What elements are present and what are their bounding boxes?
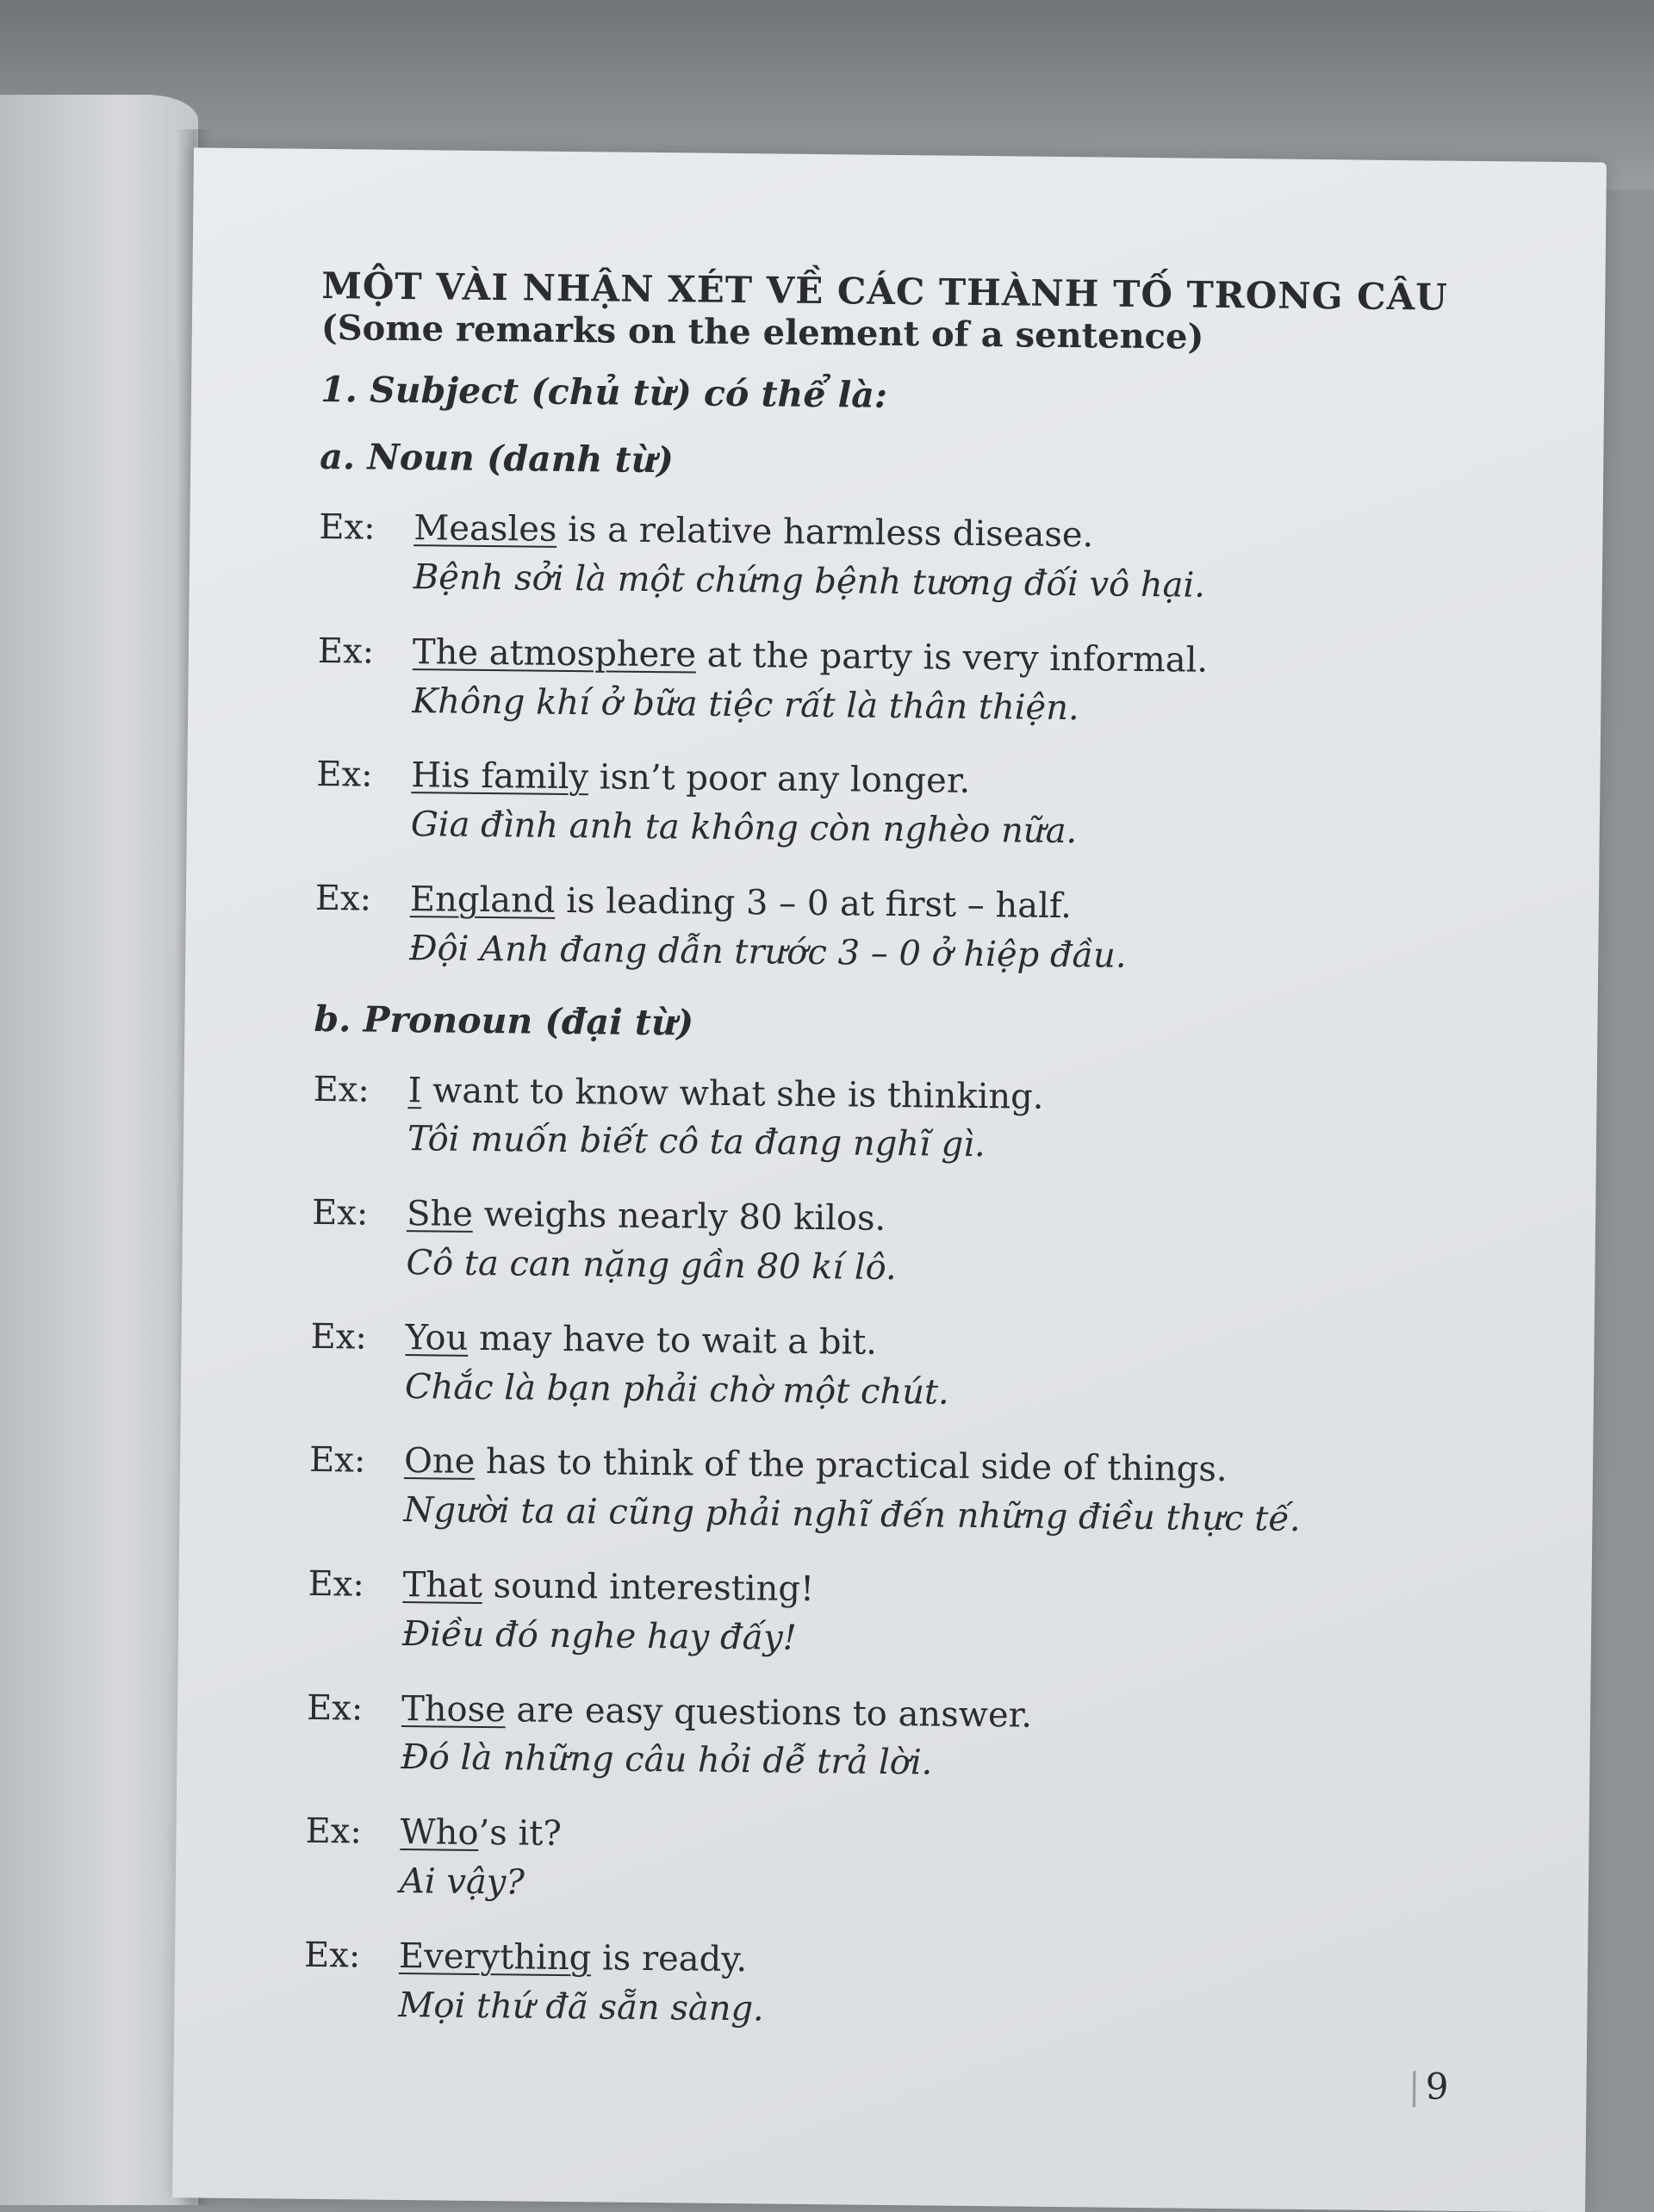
example-label: Ex:	[305, 1811, 363, 1852]
example-predicate: at the party is very informal.	[695, 635, 1209, 680]
example-predicate: ’s it?	[478, 1813, 563, 1855]
example-item	[308, 1560, 1514, 1670]
example-item	[314, 874, 1521, 985]
example-translation: Gia đình anh ta không còn nghèo nữa.	[410, 805, 1078, 852]
example-label: Ex:	[316, 755, 373, 796]
example-predicate: are easy questions to answer.	[505, 1689, 1033, 1736]
example-predicate: sound interesting!	[482, 1566, 815, 1610]
example-predicate: is leading 3 – 0 at first – half.	[555, 880, 1073, 927]
example-label: Ex:	[314, 879, 372, 919]
example-predicate: want to know what she is thinking.	[421, 1070, 1044, 1117]
example-label: Ex:	[311, 1193, 369, 1233]
example-translation: Đó là những câu hỏi dễ trả lời.	[401, 1737, 933, 1783]
page-title: MỘT VÀI NHẬN XÉT VỀ CÁC THÀNH TỐ TRONG CÂU	[321, 264, 1449, 319]
example-item	[305, 1807, 1512, 1917]
book-page	[172, 147, 1607, 2212]
section-heading: 1. Subject (chủ từ) có thể là:	[320, 369, 888, 417]
example-predicate: weighs nearly 80 kilos.	[472, 1195, 886, 1240]
page-content	[303, 265, 1528, 2067]
subsection-heading-pronoun: b. Pronoun (đại từ)	[314, 997, 694, 1044]
subsection-heading-noun: a. Noun (danh từ)	[320, 436, 675, 482]
example-subject: One	[403, 1441, 476, 1482]
example-item	[310, 1313, 1517, 1423]
example-item	[308, 1436, 1515, 1546]
example-subject: England	[409, 879, 556, 921]
subsection-noun	[314, 436, 1526, 985]
example-translation: Không khí ở bữa tiệc rất là thân thiện.	[412, 680, 1079, 728]
subsection-pronoun	[303, 998, 1520, 2041]
example-predicate: is a relative harmless disease.	[557, 510, 1094, 556]
page-subtitle: (Some remarks on the element of a sentence)	[320, 308, 1204, 357]
example-item	[311, 1189, 1518, 1299]
example-item	[319, 503, 1526, 613]
example-subject: The atmosphere	[412, 631, 697, 675]
example-subject: She	[406, 1194, 474, 1235]
example-item	[316, 750, 1523, 861]
example-subject: That	[402, 1565, 483, 1606]
example-translation: Chắc là bạn phải chờ một chút.	[404, 1366, 950, 1413]
example-label: Ex:	[308, 1440, 366, 1482]
example-translation: Ai vậy?	[399, 1861, 525, 1903]
example-subject: Those	[401, 1688, 507, 1730]
example-item	[306, 1684, 1513, 1794]
example-label: Ex:	[303, 1935, 361, 1976]
example-label: Ex:	[313, 1069, 370, 1110]
example-translation: Bệnh sởi là một chứng bệnh tương đối vô hại.	[413, 557, 1206, 606]
page-number-rule: |	[1408, 2065, 1421, 2108]
example-item	[313, 1066, 1520, 1176]
example-label: Ex:	[317, 631, 375, 672]
example-predicate: has to think of the practical side of things.	[475, 1442, 1228, 1490]
example-translation: Điều đó nghe hay đấy!	[401, 1613, 798, 1658]
example-translation: Mọi thứ đã sẵn sàng.	[398, 1985, 765, 2029]
example-label: Ex:	[306, 1687, 364, 1729]
example-translation: Đội Anh đang dẫn trước 3 – 0 ở hiệp đầu.	[409, 928, 1127, 976]
example-predicate: is ready.	[591, 1938, 748, 1980]
example-item	[317, 627, 1524, 737]
example-subject: You	[405, 1317, 469, 1358]
example-subject: I	[407, 1070, 422, 1110]
example-subject: Who	[400, 1812, 479, 1854]
example-subject: His family	[411, 755, 589, 798]
example-translation: Tôi muốn biết cô ta đang nghĩ gì.	[407, 1119, 986, 1165]
example-translation: Người ta ai cũng phải nghĩ đến những điều thực tế.	[403, 1490, 1301, 1540]
example-item	[303, 1931, 1510, 2041]
example-subject: Measles	[414, 508, 557, 550]
example-label: Ex:	[319, 507, 376, 548]
example-label: Ex:	[310, 1316, 368, 1358]
left-page-edge	[0, 95, 198, 2205]
example-translation: Cô ta can nặng gần 80 kí lô.	[406, 1243, 898, 1289]
example-predicate: may have to wait a bit.	[468, 1318, 878, 1363]
page-number	[1408, 2065, 1448, 2107]
page-number-text: 9	[1425, 2065, 1449, 2108]
example-subject: Everything	[398, 1936, 592, 1979]
example-predicate: isn’t poor any longer.	[588, 757, 971, 802]
example-label: Ex:	[308, 1563, 365, 1605]
